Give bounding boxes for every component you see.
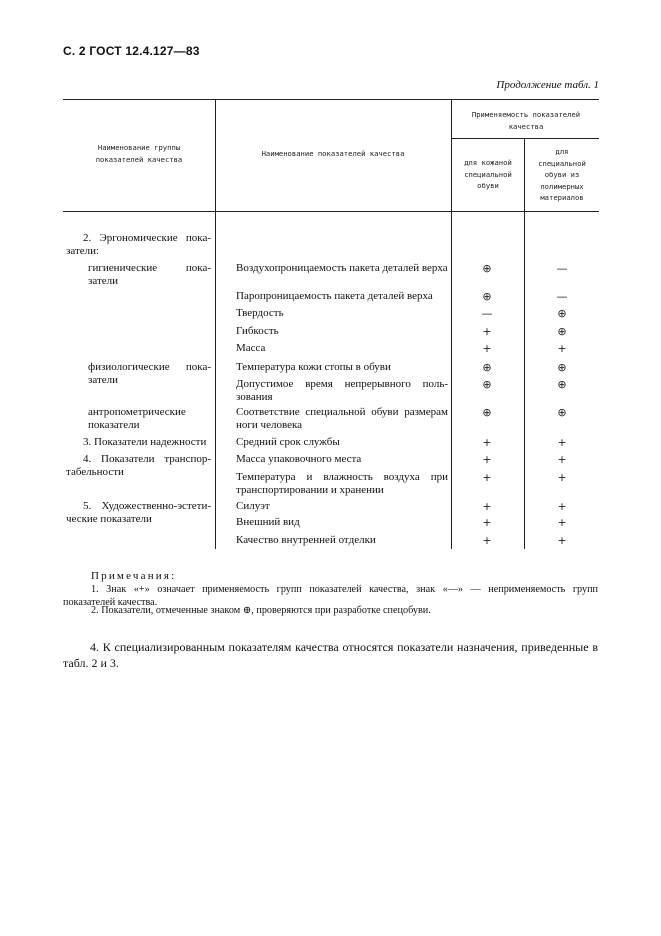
polymer-value: — — [556, 262, 568, 275]
group-name: 2. Эргономические пока- затели: — [66, 232, 211, 257]
polymer-value: + — [557, 436, 567, 449]
indicator-name: Гибкость — [236, 325, 279, 337]
body-paragraph: 4. К специализированным показателям качества относятся показатели назначения, приведенные в табл. 2 и 3. — [63, 640, 598, 670]
indicator-name: Масса — [236, 342, 266, 354]
leather-value: + — [482, 342, 492, 355]
indicator-name: Твердость — [236, 307, 284, 319]
group-name: гигиенические пока- затели — [88, 262, 211, 287]
table-continuation-label: Продолжение табл. 1 — [496, 79, 599, 91]
col-divider-2 — [451, 99, 452, 549]
indicator-name: Воздухопроницаемость пакета деталей верха — [236, 262, 448, 274]
leather-value: + — [482, 436, 492, 449]
polymer-value: ⊕ — [557, 307, 567, 320]
leather-value: + — [482, 453, 492, 466]
polymer-value: + — [557, 516, 567, 529]
leather-value: + — [482, 325, 492, 338]
leather-value: ⊕ — [482, 262, 492, 275]
applicability-divider — [451, 138, 599, 139]
polymer-value: ⊕ — [557, 378, 567, 391]
indicator-name: Внешний вид — [236, 516, 300, 528]
page-header: С. 2 ГОСТ 12.4.127—83 — [63, 44, 200, 58]
indicator-name: Паропроницаемость пакета деталей верха — [236, 290, 433, 302]
polymer-value: + — [557, 453, 567, 466]
group-name: антропометрические показатели — [88, 406, 186, 431]
applicability-header: Применяемость показателей качества — [471, 110, 581, 131]
polymer-value: — — [556, 290, 568, 303]
polymer-value: ⊕ — [557, 406, 567, 419]
leather-value: + — [482, 534, 492, 547]
leather-value: ⊕ — [482, 361, 492, 374]
indicator-name: Качество внутренней отделки — [236, 534, 376, 546]
group-name: 5. Художественно-эстети- ческие показатели — [66, 500, 211, 525]
group-name: 4. Показатели транспор- табельности — [66, 453, 211, 478]
col-indicator-header: Наименование показателей качества — [261, 149, 405, 158]
leather-value: + — [482, 500, 492, 513]
note-1: 1. Знак «+» означает применяемость групп показателей качества, знак «—» — неприменяемость групп показателей качества. — [63, 584, 598, 608]
polymer-value: + — [557, 500, 567, 513]
leather-value: + — [482, 471, 492, 484]
indicator-name: Температура и влажность воздуха при транспортировании и хранении — [236, 471, 448, 496]
polymer-value: + — [557, 471, 567, 484]
indicator-name: Соответствие специальной обуви размерам ноги человека — [236, 406, 448, 431]
leather-value: + — [482, 516, 492, 529]
polymer-value: ⊕ — [557, 325, 567, 338]
indicator-name: Силуэт — [236, 500, 270, 512]
indicator-name: Допустимое время непрерывного поль- зования — [236, 378, 448, 403]
leather-value: ⊕ — [482, 290, 492, 303]
polymer-value: + — [557, 534, 567, 547]
group-name: 3. Показатели надежности — [83, 436, 207, 448]
note-2: 2. Показатели, отмеченные знаком ⊕, проверяются при разработке спецобуви. — [91, 605, 431, 616]
indicator-name: Температура кожи стопы в обуви — [236, 361, 391, 373]
leather-value: ⊕ — [482, 406, 492, 419]
group-name: физиологические пока- затели — [88, 361, 211, 386]
indicator-name: Масса упаковочного места — [236, 453, 362, 465]
polymer-shoes-header: для специальной обуви из полимерных материалов — [538, 147, 586, 202]
leather-shoes-header: для кожаной специальной обуви — [464, 158, 512, 190]
polymer-value: + — [557, 342, 567, 355]
leather-value: — — [481, 307, 493, 320]
leather-value: ⊕ — [482, 378, 492, 391]
col-group-header: Наименование группы показателей качества — [95, 143, 183, 164]
header-bottom-border — [63, 211, 599, 212]
indicator-name: Средний срок службы — [236, 436, 340, 448]
notes-title: Примечания: — [91, 570, 177, 582]
col-divider-3 — [524, 138, 525, 549]
table-top-border — [63, 99, 599, 100]
col-divider-1 — [215, 99, 216, 549]
polymer-value: ⊕ — [557, 361, 567, 374]
